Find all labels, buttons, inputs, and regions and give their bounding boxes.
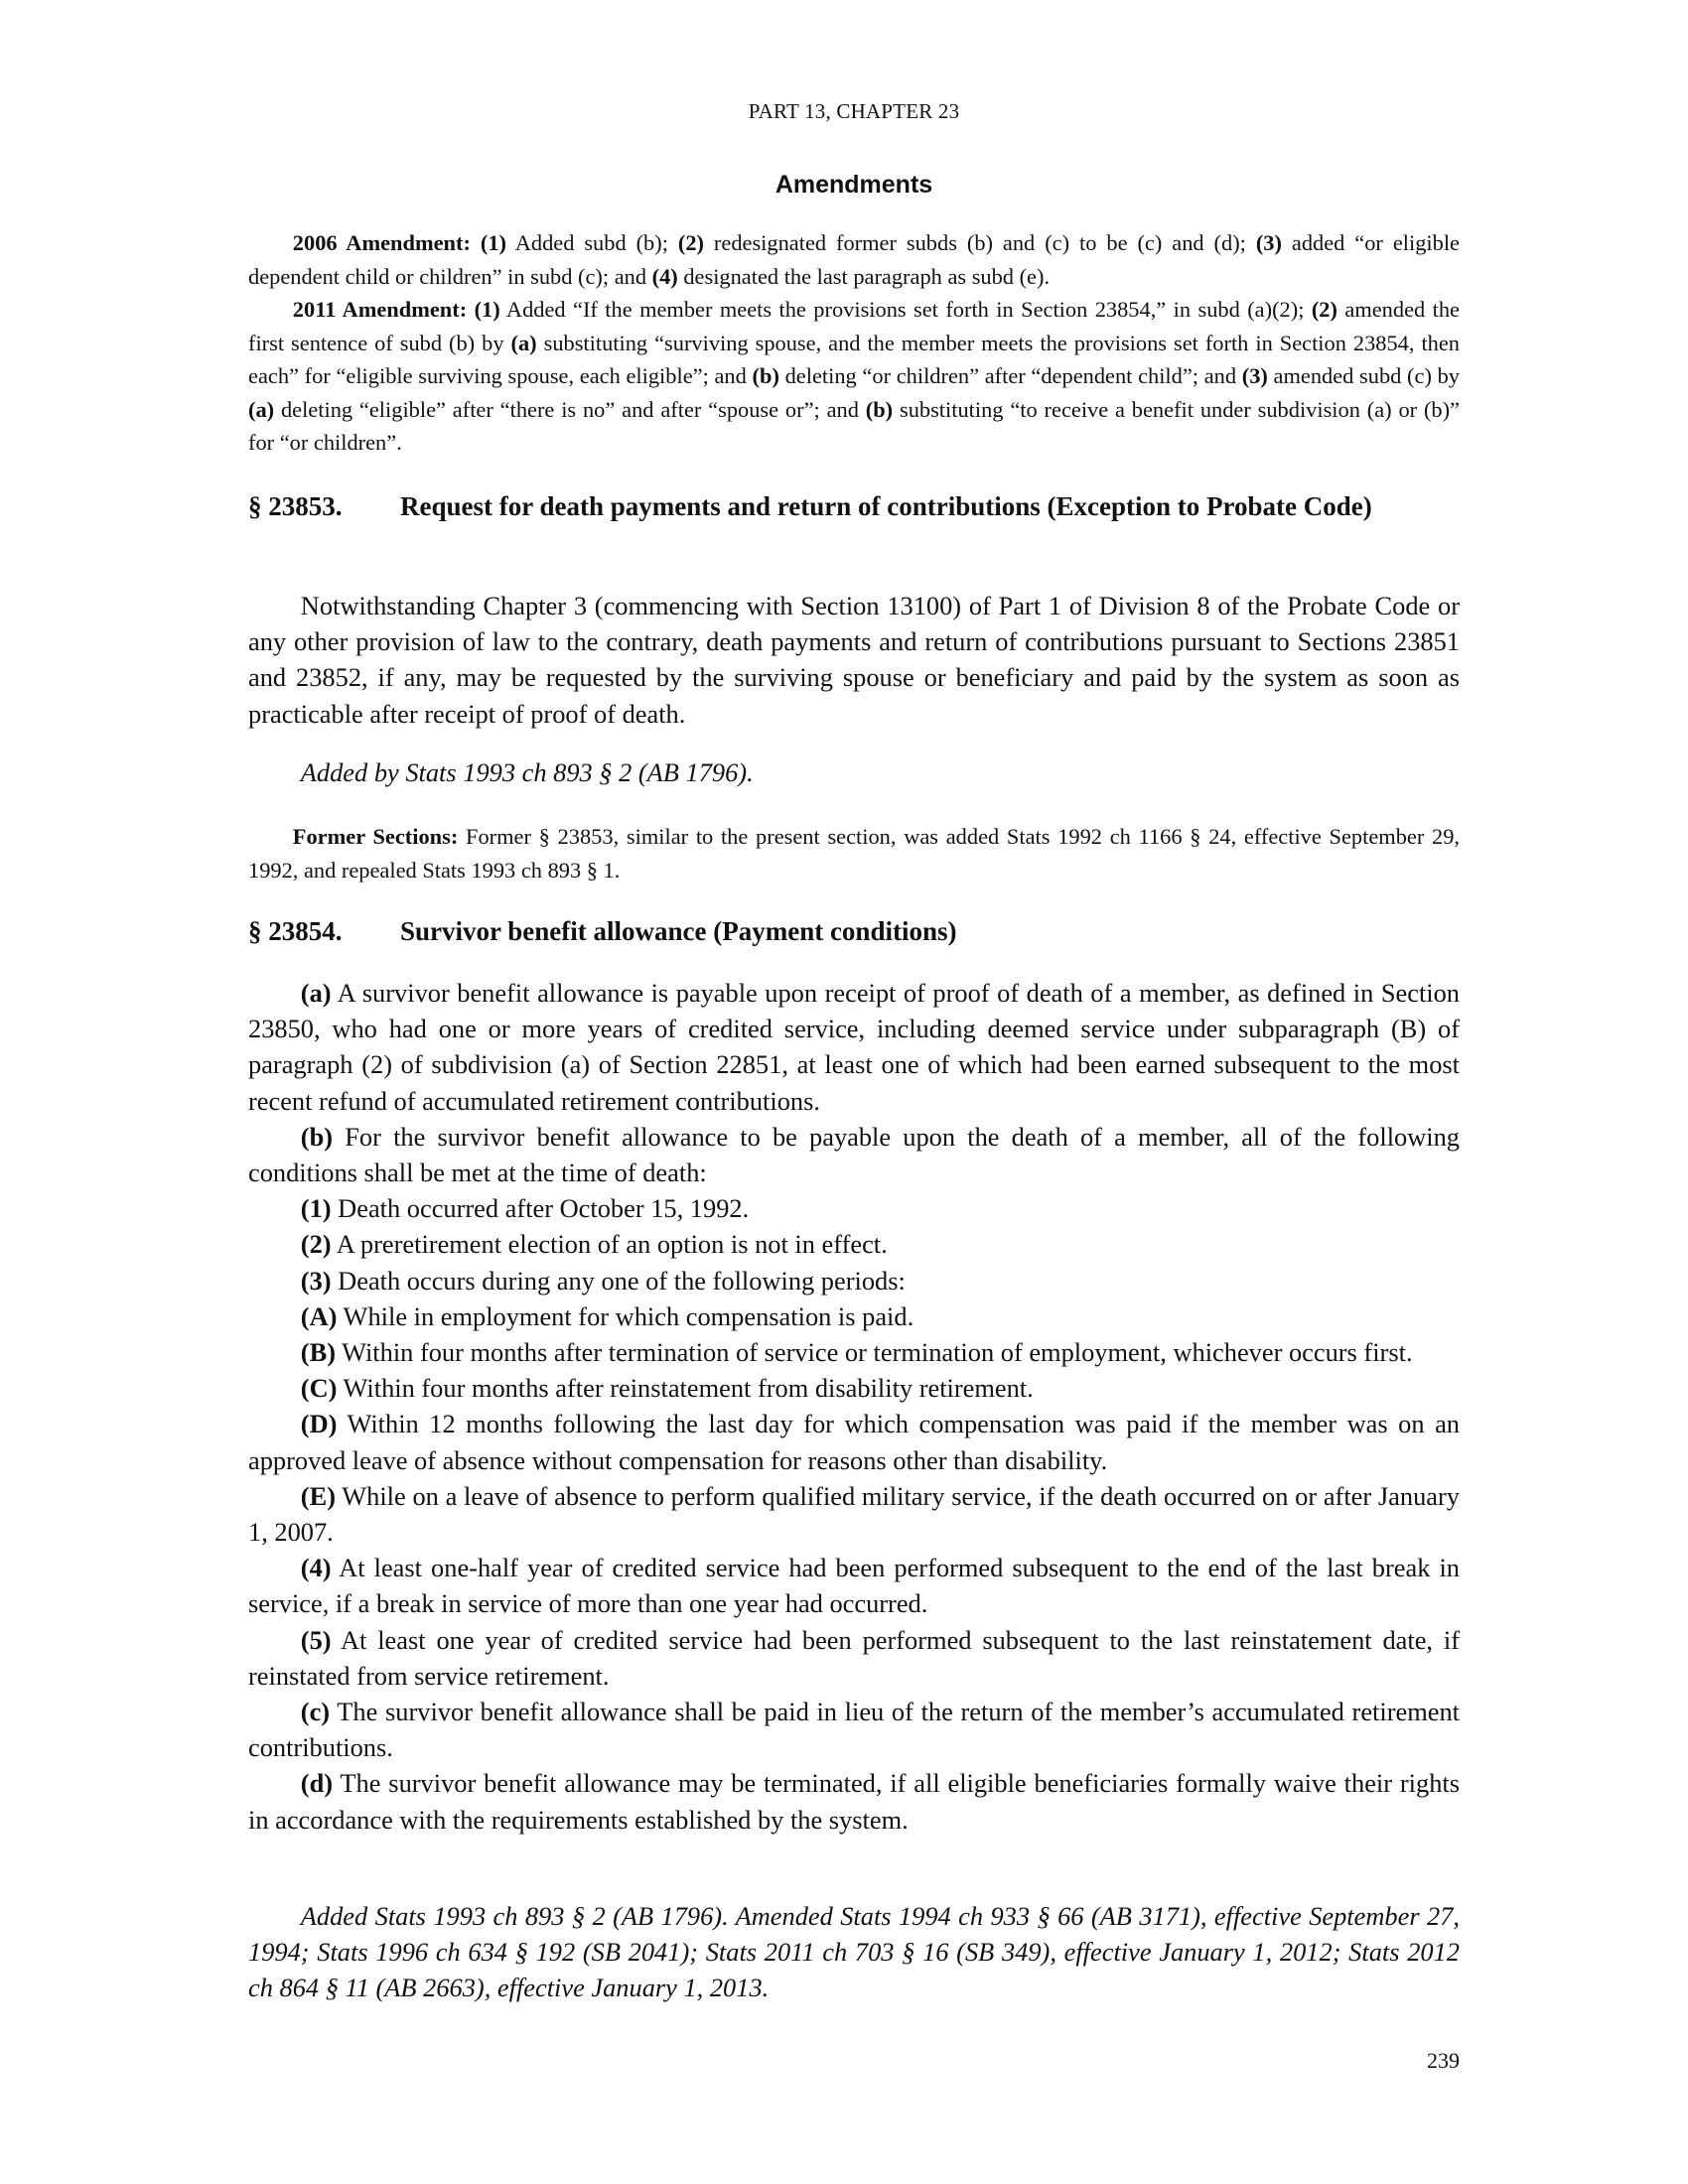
amendment-text: (1) Added subd (b); (2) redesignated former subds (b) and (c) to be (c) and (d); (3) added “or eligible dependent child or children” in subd (c); and (4) designated the last paragraph as subd (e).: [248, 230, 1460, 289]
amendment-2006: [248, 226, 1460, 293]
subparagraph-label: (A): [300, 1300, 338, 1331]
section-number: § 23853.: [248, 491, 343, 521]
subparagraph-B: [248, 1334, 1460, 1370]
subdivision-a: [248, 975, 1460, 1119]
clause-number: (a): [248, 396, 275, 422]
section-23853-body: [248, 588, 1460, 732]
section-23853-history: [248, 754, 1460, 790]
former-sections-note: [248, 820, 1460, 887]
subdivision-text: A survivor benefit allowance is payable upon receipt of proof of death of a member, as defined in Section 23850, who had one or more years of credited service, including deemed service under subparagraph (B) of paragraph (2) of subdivision (a) of Section 22851, at least one of which had been earned subsequent to the most recent refund of accumulated retirement contributions.: [248, 978, 1460, 1116]
section-text: Notwithstanding Chapter 3 (commencing with Section 13100) of Part 1 of Division 8 of the Probate Code or any other provision of law to the contrary, death payments and return of contributions pursuant to Sections 23851 and 23852, if any, may be requested by the surviving spouse or beneficiary and paid by the system as soon as practicable after receipt of proof of death.: [248, 591, 1460, 729]
subparagraph-label: (E): [300, 1480, 336, 1511]
subdivision-label: (a): [300, 978, 332, 1008]
paragraph-text: Death occurs during any one of the following periods:: [331, 1265, 906, 1296]
subparagraph-C: [248, 1370, 1460, 1406]
section-23854-history: [248, 1898, 1460, 2006]
subdivision-c: [248, 1694, 1460, 1765]
paragraph-3: [248, 1263, 1460, 1298]
section-title: Survivor benefit allowance (Payment conditions): [400, 916, 957, 946]
paragraph-text: At least one year of credited service had been performed subsequent to the last reinstatement date, if reinstated from service retirement.: [248, 1624, 1460, 1691]
amendment-text: (1) Added “If the member meets the provisions set forth in Section 23854,” in subd (a)(2); (2) amended the first sentence of subd (b) by (a) substituting “surviving spouse, and the member meets the provisions set forth in Section 23854, then each” for “eligible surviving spouse, each eligible”; and (b) deleting “or children” after “dependent child”; and (3) amended subd (c) by (a) deleting “eligible” after “there is no” and after “spouse or”; and (b) substituting “to receive a benefit under subdivision (a) or (b)” for “or children”.: [248, 297, 1460, 455]
clause-number: (4): [651, 263, 678, 289]
clause-number: (3): [1255, 230, 1282, 255]
subparagraph-label: (B): [300, 1337, 336, 1368]
subparagraph-text: While in employment for which compensation is paid.: [337, 1300, 914, 1331]
subdivision-d: [248, 1765, 1460, 1837]
history-note: Added by Stats 1993 ch 893 § 2 (AB 1796).: [300, 757, 754, 787]
amendments-notes: [248, 226, 1460, 460]
history-note: Added Stats 1993 ch 893 § 2 (AB 1796). Amended Stats 1994 ch 933 § 66 (AB 3171), effective September 27, 1994; Stats 1996 ch 634 § 192 (SB 2041); Stats 2011 ch 703 § 16 (SB 349), effective January 1, 2012; Stats 2012 ch 864 § 11 (AB 2663), effective January 1, 2013.: [248, 1901, 1460, 2003]
paragraph-5: [248, 1622, 1460, 1694]
paragraph-1: [248, 1190, 1460, 1226]
section-23854-body: [248, 975, 1460, 1838]
subdivision-text: For the survivor benefit allowance to be payable upon the death of a member, all of the following conditions shall be met at the time of death:: [248, 1121, 1460, 1188]
amendment-label: 2011 Amendment:: [292, 297, 468, 322]
clause-number: (1): [480, 230, 506, 255]
paragraph-label: (5): [300, 1624, 332, 1655]
page-number: 239: [1427, 2048, 1460, 2073]
paragraph-text: At least one-half year of credited service had been performed subsequent to the end of the last break in service, if a break in service of more than one year had occurred.: [248, 1553, 1460, 1619]
amendment-label: 2006 Amendment:: [292, 230, 471, 255]
subdivision-b: [248, 1119, 1460, 1190]
subparagraph-A: [248, 1298, 1460, 1334]
paragraph-text: A preretirement election of an option is not in effect.: [331, 1229, 888, 1260]
clause-number: (b): [865, 396, 894, 422]
subdivision-label: (d): [300, 1768, 334, 1799]
section-number: § 23854.: [248, 916, 343, 946]
subdivision-label: (c): [300, 1697, 331, 1727]
running-head: PART 13, CHAPTER 23: [748, 99, 960, 123]
clause-number: (1): [474, 297, 500, 322]
subdivision-text: The survivor benefit allowance shall be paid in lieu of the return of the member’s accumulated retirement contributions.: [248, 1697, 1460, 1763]
clause-number: (b): [752, 363, 779, 388]
subdivision-text: The survivor benefit allowance may be terminated, if all eligible beneficiaries formally waive their rights in accordance with the requirements established by the system.: [248, 1768, 1460, 1835]
paragraph-label: (2): [300, 1229, 332, 1260]
subparagraph-text: Within four months after termination of service or termination of employment, whichever occurs first.: [335, 1337, 1413, 1368]
clause-number: (2): [1311, 297, 1337, 322]
subparagraph-label: (C): [300, 1373, 338, 1404]
clause-number: (a): [510, 330, 537, 355]
subdivision-label: (b): [300, 1121, 334, 1152]
subparagraph-label: (D): [300, 1409, 338, 1439]
section-title: Request for death payments and return of contributions (Exception to Probate Code): [400, 491, 1372, 521]
amendment-2011: [248, 293, 1460, 460]
subparagraph-D: [248, 1406, 1460, 1477]
clause-number: (3): [1241, 363, 1268, 388]
paragraph-text: Death occurred after October 15, 1992.: [331, 1193, 750, 1224]
subparagraph-E: [248, 1478, 1460, 1550]
amendments-heading: Amendments: [774, 171, 933, 199]
paragraph-label: (4): [300, 1553, 332, 1583]
subparagraph-text: Within 12 months following the last day for which compensation was paid if the member was on an approved leave of absence without compensation for reasons other than disability.: [248, 1409, 1460, 1475]
subparagraph-text: While on a leave of absence to perform qualified military service, if the death occurred on or after January 1, 2007.: [248, 1480, 1460, 1548]
paragraph-label: (1): [300, 1193, 332, 1224]
former-sections-text: Former § 23853, similar to the present section, was added Stats 1992 ch 1166 § 24, effective September 29, 1992, and repealed Stats 1993 ch 893 § 1.: [248, 824, 1461, 883]
paragraph-2: [248, 1226, 1460, 1262]
paragraph-4: [248, 1550, 1460, 1621]
paragraph-label: (3): [300, 1265, 332, 1296]
subparagraph-text: Within four months after reinstatement from disability retirement.: [337, 1373, 1034, 1404]
clause-number: (2): [677, 230, 704, 255]
former-sections-label: Former Sections:: [292, 824, 459, 849]
